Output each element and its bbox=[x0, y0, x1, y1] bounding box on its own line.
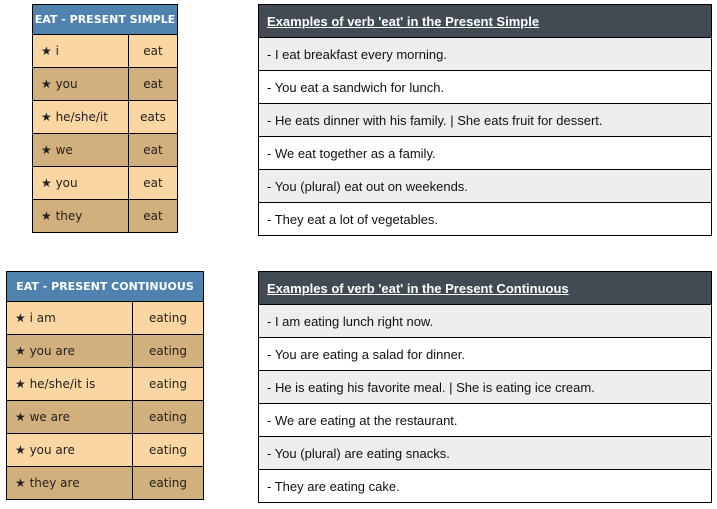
examples-title: Examples of verb 'eat' in the Present Continuous bbox=[259, 272, 712, 305]
example: - They are eating cake. bbox=[259, 470, 712, 503]
examples-title: Examples of verb 'eat' in the Present Simple bbox=[259, 5, 712, 38]
table-title: EAT - PRESENT SIMPLE bbox=[33, 5, 178, 35]
present-continuous-table bbox=[6, 271, 204, 500]
pronoun: ★ they are bbox=[7, 467, 133, 500]
verb-form: eating bbox=[133, 401, 204, 434]
example: - You (plural) are eating snacks. bbox=[259, 437, 712, 470]
table-row bbox=[7, 467, 204, 500]
example: - I am eating lunch right now. bbox=[259, 305, 712, 338]
verb-form: eat bbox=[129, 68, 178, 101]
example: - He eats dinner with his family. | She eats fruit for dessert. bbox=[259, 104, 712, 137]
example: - We are eating at the restaurant. bbox=[259, 404, 712, 437]
example: - They eat a lot of vegetables. bbox=[259, 203, 712, 236]
present-continuous-examples bbox=[258, 271, 712, 503]
table-row bbox=[33, 200, 178, 233]
table-row bbox=[7, 401, 204, 434]
table-title: EAT - PRESENT CONTINUOUS bbox=[7, 272, 204, 302]
pronoun: ★ they bbox=[33, 200, 129, 233]
example: - You (plural) eat out on weekends. bbox=[259, 170, 712, 203]
verb-form: eating bbox=[133, 467, 204, 500]
example: - I eat breakfast every morning. bbox=[259, 38, 712, 71]
table-row bbox=[7, 302, 204, 335]
verb-form: eat bbox=[129, 35, 178, 68]
table-row bbox=[33, 35, 178, 68]
verb-form: eat bbox=[129, 134, 178, 167]
pronoun: ★ you bbox=[33, 68, 129, 101]
verb-form: eating bbox=[133, 434, 204, 467]
verb-form: eating bbox=[133, 302, 204, 335]
pronoun: ★ he/she/it is bbox=[7, 368, 133, 401]
table-row bbox=[33, 68, 178, 101]
table-row bbox=[7, 368, 204, 401]
example: - You are eating a salad for dinner. bbox=[259, 338, 712, 371]
verb-form: eat bbox=[129, 200, 178, 233]
example: - We eat together as a family. bbox=[259, 137, 712, 170]
verb-form: eating bbox=[133, 368, 204, 401]
table-row bbox=[7, 434, 204, 467]
table-row bbox=[33, 134, 178, 167]
example: - You eat a sandwich for lunch. bbox=[259, 71, 712, 104]
example: - He is eating his favorite meal. | She is eating ice cream. bbox=[259, 371, 712, 404]
present-simple-examples bbox=[258, 4, 712, 236]
verb-form: eat bbox=[129, 167, 178, 200]
pronoun: ★ he/she/it bbox=[33, 101, 129, 134]
pronoun: ★ you bbox=[33, 167, 129, 200]
pronoun: ★ you are bbox=[7, 335, 133, 368]
table-row bbox=[33, 101, 178, 134]
verb-form: eats bbox=[129, 101, 178, 134]
pronoun: ★ i am bbox=[7, 302, 133, 335]
pronoun: ★ i bbox=[33, 35, 129, 68]
present-simple-table bbox=[32, 4, 178, 233]
pronoun: ★ we are bbox=[7, 401, 133, 434]
table-row bbox=[33, 167, 178, 200]
verb-form: eating bbox=[133, 335, 204, 368]
pronoun: ★ we bbox=[33, 134, 129, 167]
table-row bbox=[7, 335, 204, 368]
pronoun: ★ you are bbox=[7, 434, 133, 467]
